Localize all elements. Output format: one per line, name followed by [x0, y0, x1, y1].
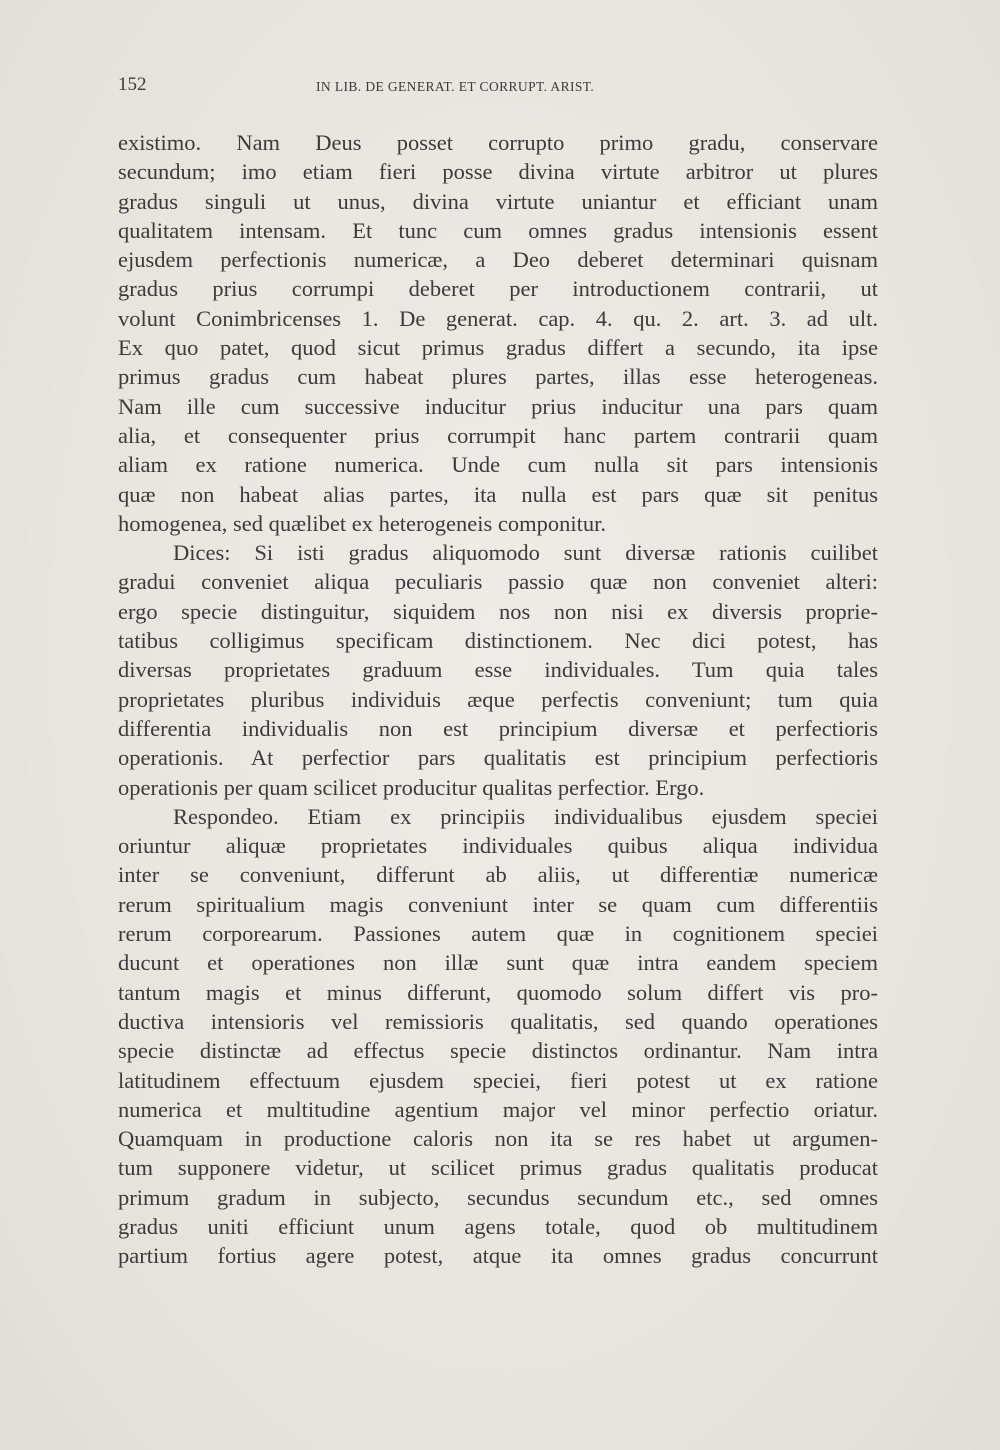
text-line: numerica et multitudine agentium major vel minor perfectio oriatur.: [118, 1096, 878, 1122]
text-line: ergo specie distinguitur, siquidem nos non nisi ex diversis proprie-: [118, 598, 878, 624]
text-line: primus gradus cum habeat plures partes, illas esse heterogeneas.: [118, 364, 878, 390]
text-line: partium fortius agere potest, atque ita omnes gradus concurrunt: [118, 1243, 878, 1269]
page-header: [118, 74, 878, 104]
text-line: rerum corporearum. Passiones autem quæ in cognitionem speciei: [118, 921, 878, 947]
text-line: rerum spiritualium magis conveniunt inter se quam cum differentiis: [118, 891, 878, 917]
text-line: qualitatem intensam. Et tunc cum omnes gradus intensionis essent: [118, 217, 878, 243]
text-line: alia, et consequenter prius corrumpit hanc partem contrarii quam: [118, 422, 878, 448]
text-line: ducunt et operationes non illæ sunt quæ intra eandem speciem: [118, 950, 878, 976]
text-line: aliam ex ratione numerica. Unde cum nulla sit pars intensionis: [118, 452, 878, 478]
body-text: [118, 128, 878, 1271]
text-line: quæ non habeat alias partes, ita nulla est pars quæ sit penitus: [118, 481, 878, 507]
text-line: gradus prius corrumpi deberet per introductionem contrarii, ut: [118, 276, 878, 302]
text-line: proprietates pluribus individuis æque perfectis conveniunt; tum quia: [118, 686, 878, 712]
text-line: tantum magis et minus differunt, quomodo solum differt vis pro-: [118, 979, 878, 1005]
text-line: tatibus colligimus specificam distinctionem. Nec dici potest, has: [118, 628, 878, 654]
text-line: differentia individualis non est principium diversæ et perfectioris: [118, 715, 878, 741]
text-line: inter se conveniunt, differunt ab aliis, ut differentiæ numericæ: [118, 862, 878, 888]
text-line: operationis. At perfectior pars qualitatis est principium perfectioris: [118, 745, 878, 771]
text-line: specie distinctæ ad effectus specie distinctos ordinantur. Nam intra: [118, 1038, 878, 1064]
text-line: Respondeo. Etiam ex principiis individualibus ejusdem speciei: [173, 803, 878, 829]
text-line: existimo. Nam Deus posset corrupto primo gradu, conservare: [118, 130, 878, 155]
text-line: tum supponere videtur, ut scilicet primus gradus qualitatis producat: [118, 1155, 878, 1181]
text-line: oriuntur aliquæ proprietates individuales quibus aliqua individua: [118, 833, 878, 859]
text-line: diversas proprietates graduum esse individuales. Tum quia tales: [118, 657, 878, 683]
text-line: gradus uniti efficiunt unum agens totale, quod ob multitudinem: [118, 1213, 878, 1239]
text-line: Nam ille cum successive inducitur prius inducitur una pars quam: [118, 393, 878, 419]
text-line: ductiva intensioris vel remissioris qualitatis, sed quando operationes: [118, 1008, 878, 1034]
text-line: primum gradum in subjecto, secundus secundum etc., sed omnes: [118, 1184, 878, 1210]
text-line: gradus singuli ut unus, divina virtute uniantur et efficiant unam: [118, 188, 878, 214]
text-line: Dices: Si isti gradus aliquomodo sunt diversæ rationis cuilibet: [173, 540, 878, 566]
text-line: homogenea, sed quælibet ex heterogeneis componitur.: [118, 510, 607, 536]
page-number: 152: [118, 74, 147, 95]
text-line: secundum; imo etiam fieri posse divina virtute arbitror ut plures: [118, 159, 878, 185]
text-line: ejusdem perfectionis numericæ, a Deo deberet determinari quisnam: [118, 247, 878, 273]
text-line: operationis per quam scilicet producitur qualitas perfectior. Ergo.: [118, 774, 705, 800]
text-line: volunt Conimbricenses 1. De generat. cap. 4. qu. 2. art. 3. ad ult.: [118, 305, 878, 331]
text-line: gradui conveniet aliqua peculiaris passio quæ non conveniet alteri:: [118, 569, 878, 595]
text-line: latitudinem effectuum ejusdem speciei, fieri potest ut ex ratione: [118, 1067, 878, 1093]
text-line: Quamquam in productione caloris non ita se res habet ut argumen-: [118, 1126, 878, 1152]
text-line: Ex quo patet, quod sicut primus gradus differt a secundo, ita ipse: [118, 335, 878, 361]
running-head: IN LIB. DE GENERAT. ET CORRUPT. ARIST.: [316, 79, 595, 94]
